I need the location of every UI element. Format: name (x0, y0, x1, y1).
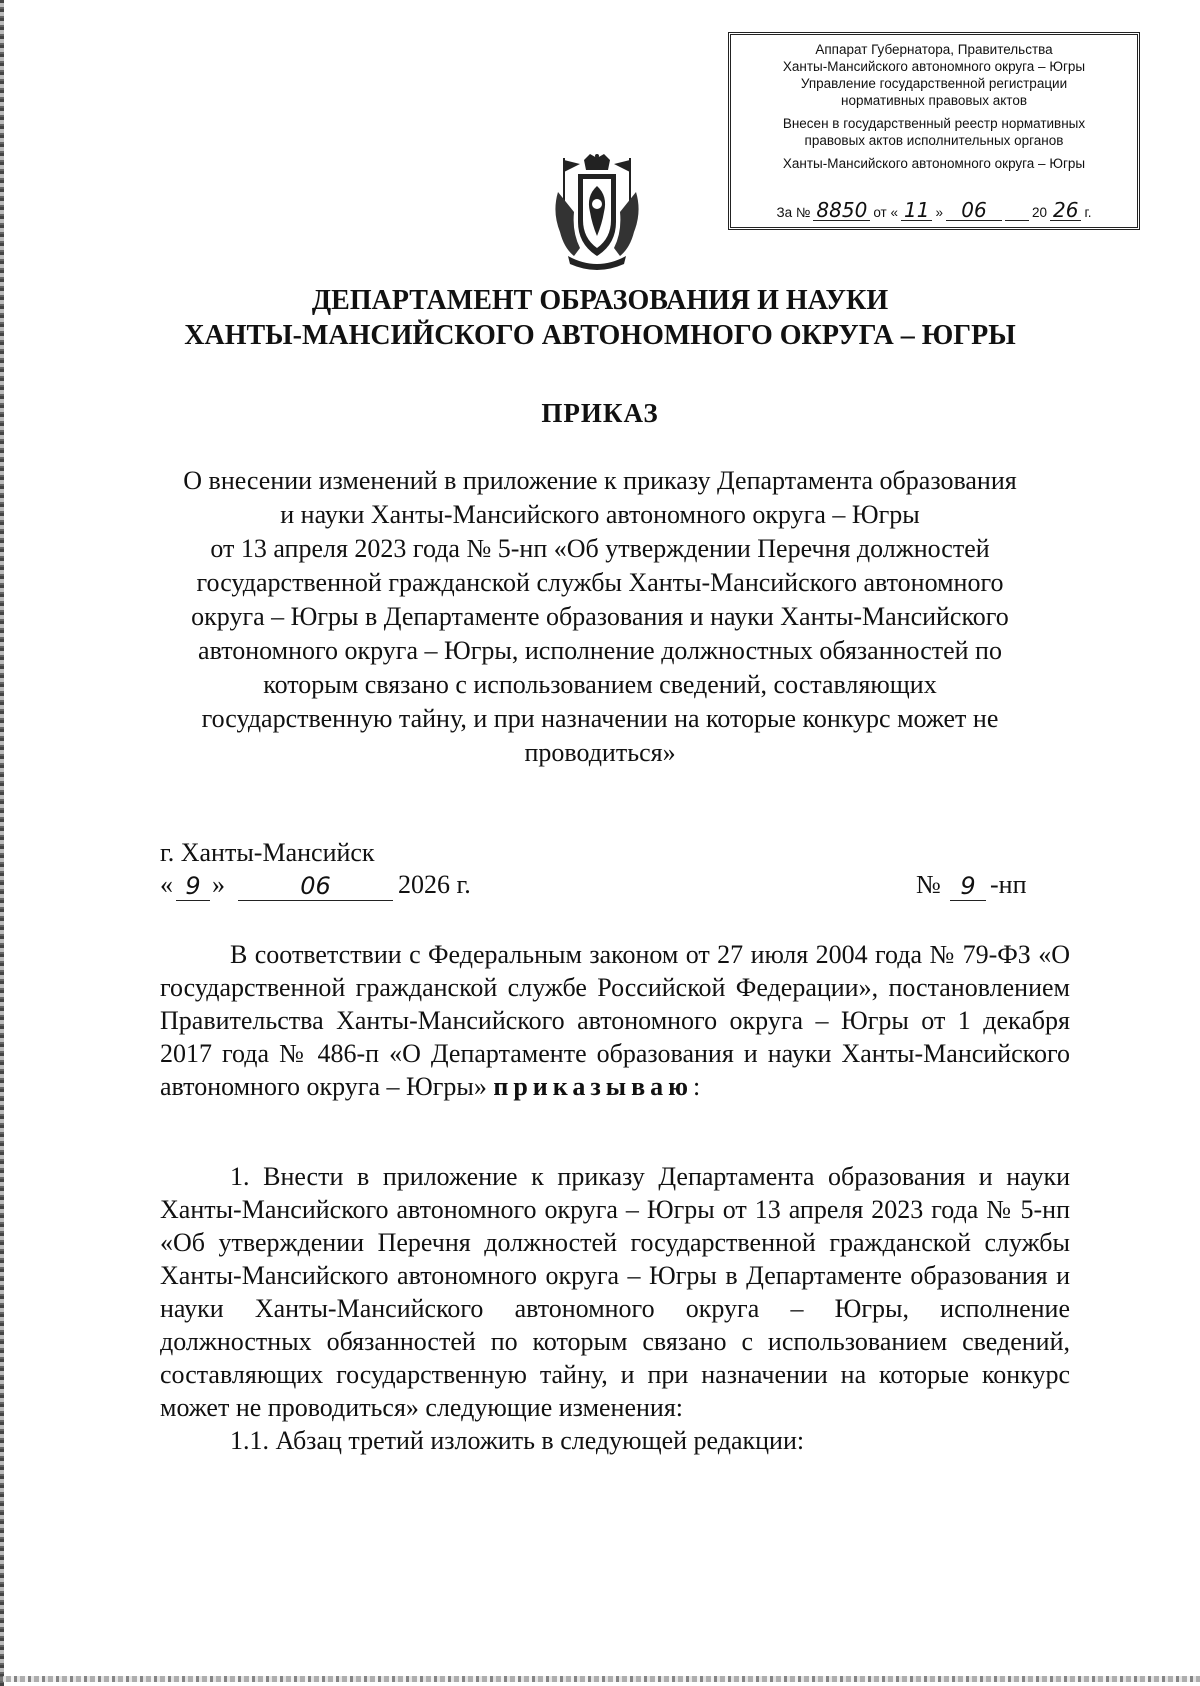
stamp-line: Внесен в государственный реестр нормативных (782, 116, 1086, 131)
subject-line: государственную тайну, и при назначении на которые конкурс может не (201, 704, 999, 733)
stamp-reg-month: 06 (946, 200, 1002, 221)
stamp-line: Ханты-Мансийского автономного округа – Югры (782, 59, 1086, 74)
order-item-1-1: 1.1. Абзац третий изложить в следующей редакции: (230, 1426, 805, 1455)
preamble-text: В соответствии с Федеральным законом от 27 июля 2004 года № 79-ФЗ «О государственной гражданской службе Российской Федерации», постановлением Правительства Ханты-Мансийского автономного округа – Югры от 1 декабря 2017 года № 486-п «О Департаменте образования и науки Ханты-Мансийского автономного округа – Югры» (160, 940, 1070, 1101)
stamp-line: нормативных правовых актов (840, 93, 1028, 108)
scan-edge-left (0, 0, 4, 1686)
scan-edge-bottom (0, 1676, 1200, 1682)
department-name-line2: ХАНТЫ-МАНСИЙСКОГО АВТОНОМНОГО ОКРУГА – ЮГРЫ (184, 320, 1016, 351)
subject-line: государственной гражданской службы Ханты-Мансийского автономного (196, 568, 1004, 597)
stamp-reg-from: от « (873, 205, 898, 220)
order-word: приказываю (493, 1072, 694, 1101)
order-number-suffix: -нп (990, 870, 1027, 899)
stamp-registration-line (731, 200, 1137, 221)
date-month: 06 (238, 872, 393, 901)
order-colon: : (693, 1072, 701, 1101)
date-open-quote: « (160, 870, 173, 899)
order-number: 9 (950, 872, 986, 901)
stamp-reg-prefix: За № (776, 205, 811, 220)
subject-line: округа – Югры в Департаменте образования и науки Ханты-Мансийского (191, 602, 1009, 631)
subject-line: которым связано с использованием сведений, составляющих (263, 670, 937, 699)
date-close-quote: » (212, 870, 225, 899)
stamp-reg-day: 11 (901, 200, 932, 221)
order-item-1: 1. Внести в приложение к приказу Департамента образования и науки Ханты-Мансийского автономного округа – Югры от 13 апреля 2023 года № 5-нп «Об утверждении Перечня должностей государственной гражданской службы Ханты-Мансийского автономного округа – Югры в Департаменте образования и науки Ханты-Мансийского автономного округа – Югры, исполнение должностных обязанностей по которым связано с использованием сведений, составляющих государственную тайну, и при назначении на которые конкурс может не проводиться» следующие изменения: (160, 1162, 1070, 1422)
subject-line: автономного округа – Югры, исполнение должностных обязанностей по (198, 636, 1002, 665)
stamp-reg-year: 26 (1050, 200, 1081, 221)
order-title: ПРИКАЗ (541, 398, 659, 428)
stamp-reg-quote-close: » (935, 205, 943, 220)
order-subject (0, 464, 1200, 770)
stamp-line: Управление государственной регистрации (800, 76, 1068, 91)
department-header (0, 283, 1200, 353)
department-name-line1: ДЕПАРТАМЕНТ ОБРАЗОВАНИЯ И НАУКИ (311, 285, 889, 316)
subject-line: О внесении изменений в приложение к приказу Департамента образования (183, 466, 1017, 495)
place-of-issue: г. Ханты-Мансийск (160, 838, 375, 867)
stamp-line: Аппарат Губернатора, Правительства (815, 42, 1053, 57)
stamp-reg-suffix: г. (1084, 205, 1092, 220)
stamp-line: Ханты-Мансийского автономного округа – Югры (782, 156, 1086, 171)
stamp-reg-year-prefix: 20 (1031, 205, 1047, 220)
date-day: 9 (176, 872, 210, 901)
registration-stamp (728, 32, 1140, 230)
order-items (160, 1160, 1070, 1457)
stamp-reg-number: 8850 (813, 200, 870, 221)
stamp-line: правовых актов исполнительных органов (804, 133, 1064, 148)
subject-line: и науки Ханты-Мансийского автономного округа – Югры (280, 500, 920, 529)
coat-of-arms-icon (550, 152, 644, 272)
order-number-prefix: № (916, 870, 941, 899)
subject-line: от 13 апреля 2023 года № 5-нп «Об утверждении Перечня должностей (210, 534, 990, 563)
date-number-line (160, 870, 1040, 904)
subject-line: проводиться» (524, 738, 676, 767)
date-year: 2026 г. (398, 870, 471, 899)
preamble-paragraph (160, 938, 1070, 1103)
